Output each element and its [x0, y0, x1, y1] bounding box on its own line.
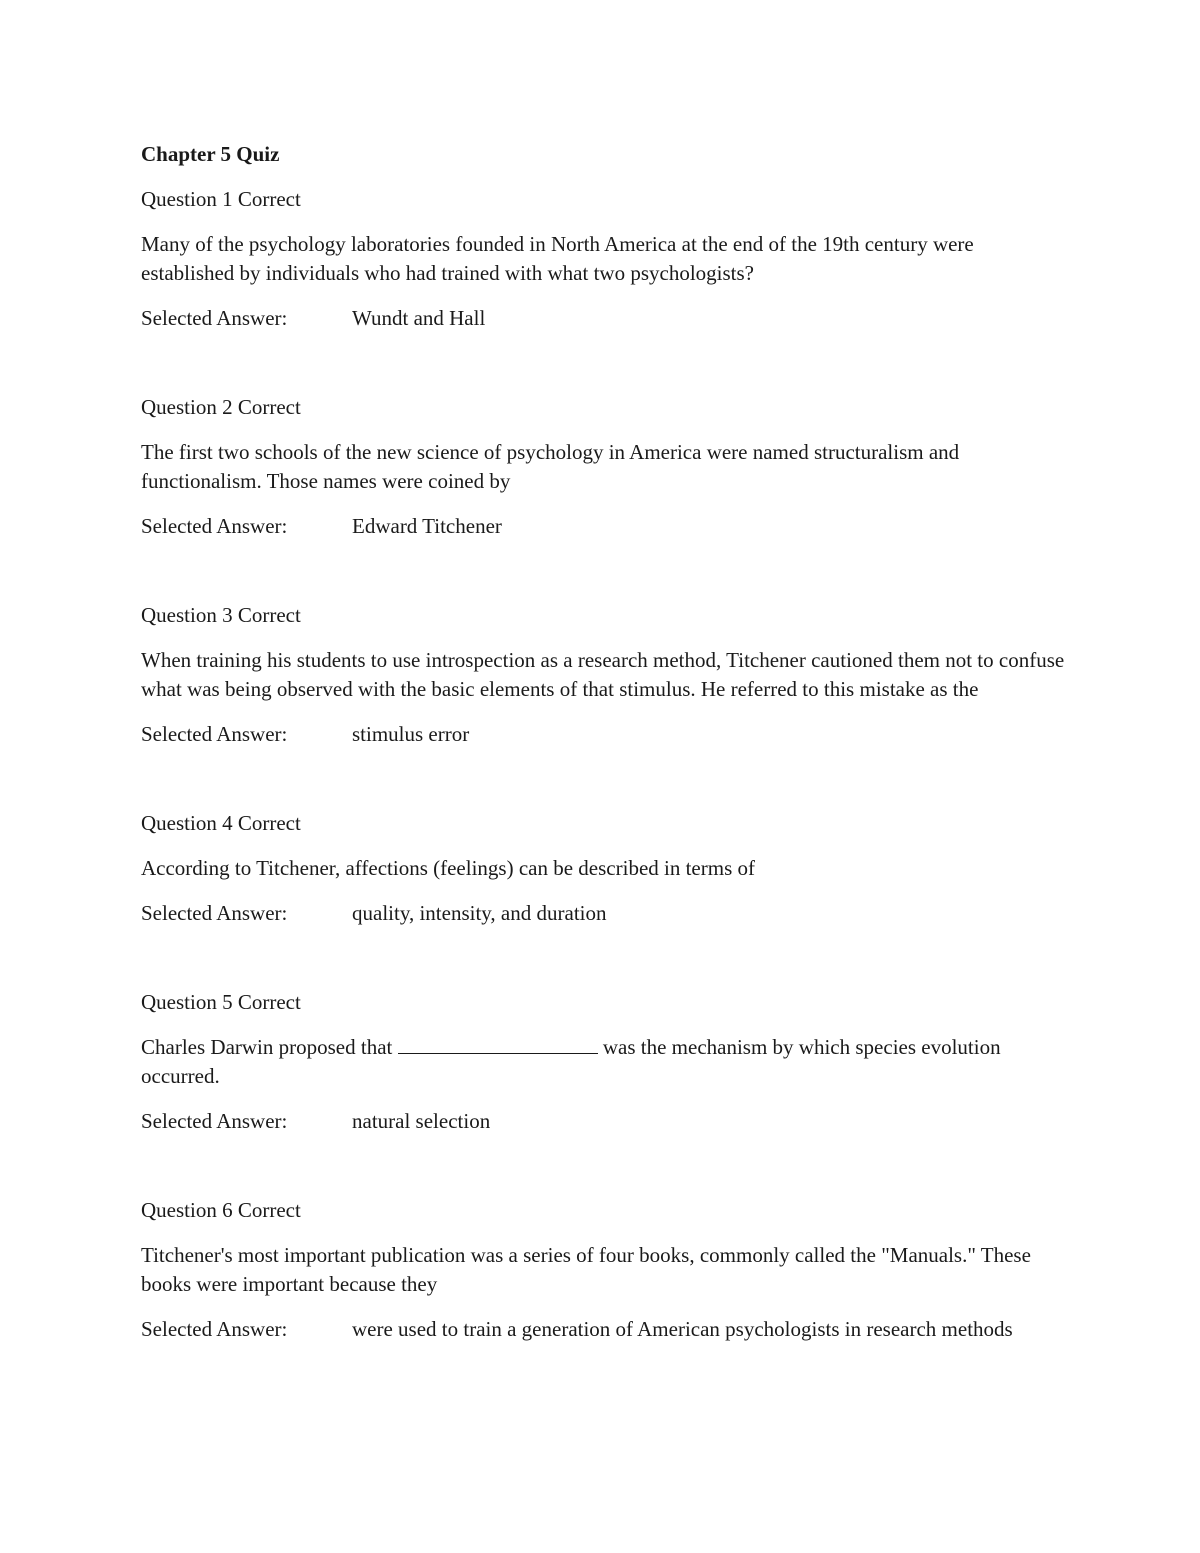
question-header: Question 2 Correct [141, 395, 301, 419]
question-text-after-blank: was the mechanism by which species evolution occurred. [141, 1035, 1001, 1088]
answer-label: Selected Answer: [141, 514, 288, 538]
fill-in-blank [398, 1033, 598, 1054]
answer-row [141, 512, 1071, 541]
question-6 [141, 1196, 1071, 1344]
question-text: Many of the psychology laboratories founded in North America at the end of the 19th century were established by individuals who had trained with what two psychologists? [141, 232, 974, 285]
question-header: Question 1 Correct [141, 187, 301, 211]
selected-answer: were used to train a generation of American psychologists in research methods [352, 1317, 1013, 1341]
answer-row [141, 720, 1071, 749]
question-text: Titchener's most important publication was a series of four books, commonly called the "Manuals." These books were important because they [141, 1243, 1031, 1296]
answer-row [141, 1315, 1071, 1344]
answer-label: Selected Answer: [141, 722, 288, 746]
answer-label: Selected Answer: [141, 306, 288, 330]
answer-row [141, 1107, 1071, 1136]
selected-answer: Edward Titchener [352, 514, 502, 538]
selected-answer: stimulus error [352, 722, 470, 746]
question-header: Question 4 Correct [141, 811, 301, 835]
question-1 [141, 185, 1071, 333]
question-3 [141, 601, 1071, 749]
answer-label: Selected Answer: [141, 1109, 288, 1133]
selected-answer: natural selection [352, 1109, 491, 1133]
selected-answer: quality, intensity, and duration [352, 901, 607, 925]
quiz-document [141, 140, 1071, 1404]
answer-row [141, 899, 1071, 928]
question-2 [141, 393, 1071, 541]
question-header: Question 3 Correct [141, 603, 301, 627]
answer-label: Selected Answer: [141, 1317, 288, 1341]
question-text-before-blank: Charles Darwin proposed that [141, 1035, 393, 1059]
question-text [141, 1033, 1071, 1091]
answer-label: Selected Answer: [141, 901, 288, 925]
question-text: When training his students to use introspection as a research method, Titchener cautioned them not to confuse what was being observed with the basic elements of that stimulus. He referred to this mistake as the [141, 648, 1065, 701]
answer-row [141, 304, 1071, 333]
selected-answer: Wundt and Hall [352, 306, 486, 330]
question-header: Question 6 Correct [141, 1198, 301, 1222]
question-text: According to Titchener, affections (feelings) can be described in terms of [141, 856, 755, 880]
question-header: Question 5 Correct [141, 990, 301, 1014]
page-title: Chapter 5 Quiz [141, 142, 280, 166]
question-4 [141, 809, 1071, 928]
question-5 [141, 988, 1071, 1136]
question-text: The first two schools of the new science of psychology in America were named structuralism and functionalism. Those names were coined by [141, 440, 960, 493]
